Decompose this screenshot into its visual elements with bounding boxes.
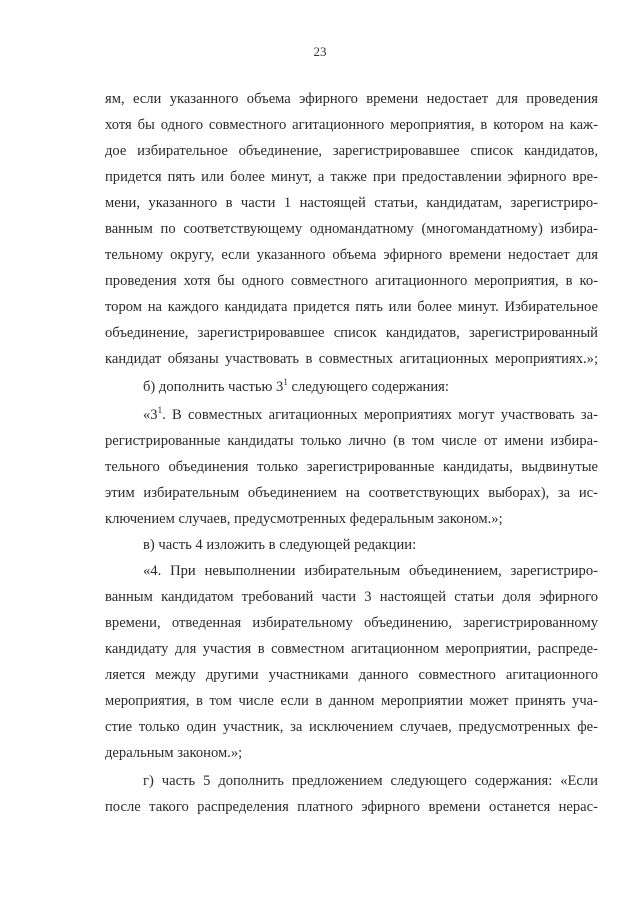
text-fragment: следующего содержания: xyxy=(287,379,449,395)
text-line: дое избирательное объединение, зарегистрировавшее список кандидатов, xyxy=(105,143,598,159)
text-line xyxy=(143,374,598,400)
text-line: тельному округу, если указанного объема эфирного времени недостает для xyxy=(105,247,598,263)
text-line: деральным законом.»; xyxy=(105,745,243,761)
text-line: регистрированные кандидаты только лично (в том числе от имени избира- xyxy=(105,433,598,449)
text-line: времени, отведенная избирательному объединению, зарегистрированному xyxy=(105,615,598,631)
text-line: ляется между другими участниками данного совместного агитационного xyxy=(105,667,598,683)
text-line: ям, если указанного объема эфирного времени недостает для проведения xyxy=(105,91,598,107)
text-line: придется пять или более минут, а также при предоставлении эфирного вре- xyxy=(105,169,598,185)
text-line: ключением случаев, предусмотренных федеральным законом.»; xyxy=(105,511,503,527)
superscript: 1 xyxy=(283,377,288,387)
text-line: проведения хотя бы одного совместного агитационного мероприятия, в ко- xyxy=(105,273,598,289)
text-line: этим избирательным объединением на соответствующих выборах), за ис- xyxy=(105,485,598,501)
text-line: тельного объединения только зарегистрированные кандидаты, выдвинутые xyxy=(105,459,598,475)
text-line: «4. При невыполнении избирательным объединением, зарегистриро- xyxy=(143,563,598,579)
text-line xyxy=(143,402,598,428)
text-fragment: «3 xyxy=(143,407,158,423)
text-line: в) часть 4 изложить в следующей редакции: xyxy=(143,537,417,553)
text-line: г) часть 5 дополнить предложением следующего содержания: «Если xyxy=(143,773,598,789)
text-line: хотя бы одного совместного агитационного мероприятия, в котором на каж- xyxy=(105,117,598,133)
text-line: кандидат обязаны участвовать в совместных агитационных мероприятиях.»; xyxy=(105,351,598,367)
text-line: кандидату для участия в совместном агитационном мероприятии, распреде- xyxy=(105,641,598,657)
text-fragment: б) дополнить частью 3 xyxy=(143,379,284,395)
page-number: 23 xyxy=(313,44,327,59)
text-line: тором на каждого кандидата придется пять или более минут. Избирательное xyxy=(105,299,598,315)
text-line: ванным кандидатом требований части 3 настоящей статьи доля эфирного xyxy=(105,589,598,605)
text-line: ванным по соответствующему одномандатному (многомандатному) избира- xyxy=(105,221,598,237)
text-line: мероприятия, в том числе если в данном мероприятии может принять уча- xyxy=(105,693,598,709)
text-line: стие только один участник, за исключением случаев, предусмотренных фе- xyxy=(105,719,598,735)
superscript: 1 xyxy=(157,405,163,415)
text-fragment: . В совместных агитационных мероприятиях могут участвовать за- xyxy=(162,407,598,423)
text-line: объединение, зарегистрировавшее список кандидатов, зарегистрированный xyxy=(105,325,598,341)
text-line: после такого распределения платного эфирного времени останется нерас- xyxy=(105,799,598,815)
text-line: мени, указанного в части 1 настоящей статьи, кандидатам, зарегистриро- xyxy=(105,195,598,211)
